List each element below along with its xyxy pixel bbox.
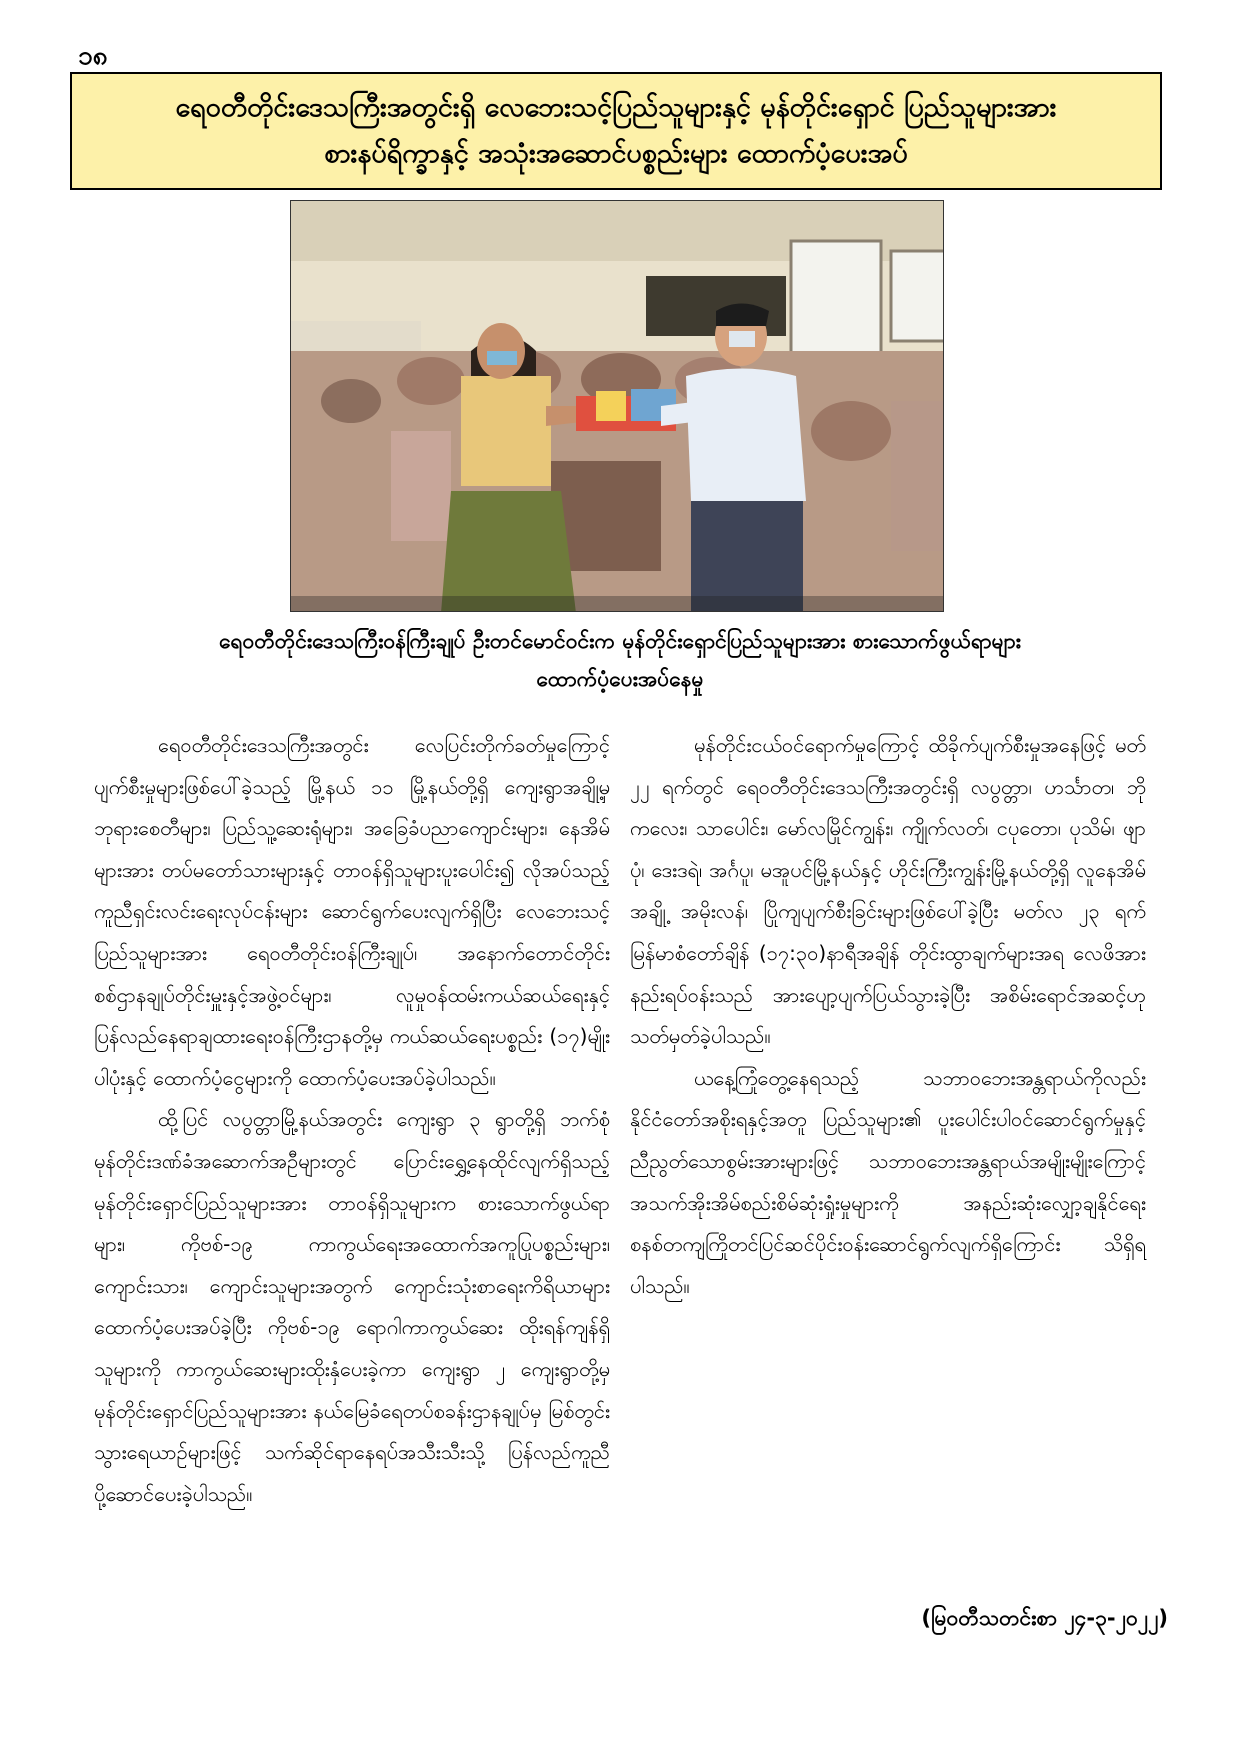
headline-box: [70, 72, 1162, 190]
photo-caption: [70, 622, 1170, 698]
page-number: ၁၈: [78, 41, 108, 71]
caption-line-1: ရေဝတီတိုင်းဒေသကြီးဝန်ကြီးချုပ် ဦးတင်မောင်ဝင်းက မုန်တိုင်းရှောင်ပြည်သူများအား စားသောက်ဖွယ်ရာများ: [219, 629, 1021, 653]
headline-line-2: စားနပ်ရိက္ခာနှင့် အသုံးအဆောင်ပစ္စည်းများ ထောက်ပံ့ပေးအပ်: [324, 138, 908, 169]
article-left-column: [94, 725, 610, 1515]
article-paragraph: ရေဝတီတိုင်းဒေသကြီးအတွင်း လေပြင်းတိုက်ခတ်မှုကြောင့် ပျက်စီးမှုများဖြစ်ပေါ်ခဲ့သည့် မြို့နယ် ၁၁ မြို့နယ်တို့ရှိ ကျေးရွာအချို့မှ ဘုရားစေတီများ၊ ပြည်သူ့ဆေးရုံများ၊ အခြေခံပညာကျောင်းများ၊ နေအိမ်များအား တပ်မတော်သားများနှင့် တာဝန်ရှိသူများပူးပေါင်း၍ လိုအပ်သည့် ကူညီရှင်းလင်းရေးလုပ်ငန်းများ ဆောင်ရွက်ပေးလျက်ရှိပြီး လေဘေးသင့်ပြည်သူများအား ရေဝတီတိုင်းဝန်ကြီးချုပ်၊ အနောက်တောင်တိုင်းစစ်ဌာနချုပ်တိုင်းမှူးနှင့်အဖွဲ့ဝင်များ၊ လူမှုဝန်ထမ်းကယ်ဆယ်ရေးနှင့်ပြန်လည်နေရာချထားရေးဝန်ကြီးဌာနတို့မှ ကယ်ဆယ်ရေးပစ္စည်း (၁၇)မျိုးပါပုံးနှင့် ထောက်ပံ့ငွေများကို ထောက်ပံ့ပေးအပ်ခဲ့ပါသည်။: [94, 733, 610, 1090]
article-paragraph: မုန်တိုင်းငယ်ဝင်ရောက်မှုကြောင့် ထိခိုက်ပျက်စီးမှုအနေဖြင့် မတ် ၂၂ ရက်တွင် ရေဝတီတိုင်းဒေသကြီးအတွင်းရှိ လပွတ္တာ၊ ဟင်္သာတ၊ ဘိုကလေး၊ သာပေါင်း၊ မော်လမြိုင်ကျွန်း၊ ကျိုက်လတ်၊ ငပုတော၊ ပုသိမ်၊ ဖျာပုံ၊ ဒေးဒရဲ၊ အင်္ဂပူ၊ မအူပင်မြို့နယ်နှင့် ဟိုင်းကြီးကျွန်းမြို့နယ်တို့ရှိ လူနေအိမ်အချို့ အမိုးလန်၊ ပြိုကျပျက်စီးခြင်းများဖြစ်ပေါ်ခဲ့ပြီး မတ်လ ၂၃ ရက် မြန်မာစံတော်ချိန် (၁၇:၃၀)နာရီအချိန် တိုင်းထွာချက်များအရ လေဖိအားနည်းရပ်ဝန်းသည် အားပျော့ပျက်ပြယ်သွားခဲ့ပြီး အစိမ်းရောင်အဆင့်ဟု သတ်မှတ်ခဲ့ပါသည်။: [630, 733, 1146, 1049]
article-paragraph: ထို့ပြင် လပွတ္တာမြို့နယ်အတွင်း ကျေးရွာ ၃ ရွာတို့ရှိ ဘက်စုံမုန်တိုင်းဒဏ်ခံအဆောက်အဦများတွင် ပြောင်းရွှေ့နေထိုင်လျက်ရှိသည့် မုန်တိုင်းရှောင်ပြည်သူများအား တာဝန်ရှိသူများက စားသောက်ဖွယ်ရာများ၊ ကိုဗစ်-၁၉ ကာကွယ်ရေးအထောက်အကူပြုပစ္စည်းများ၊ ကျောင်းသား၊ ကျောင်းသူများအတွက် ကျောင်းသုံးစာရေးကိရိယာများ ထောက်ပံ့ပေးအပ်ခဲ့ပြီး ကိုဗစ်-၁၉ ရောဂါကာကွယ်ဆေး ထိုးရန်ကျန်ရှိသူများကို ကာကွယ်ဆေးများထိုးနှံပေးခဲ့ကာ ကျေးရွာ ၂ ကျေးရွာတို့မှ မုန်တိုင်းရှောင်ပြည်သူများအား နယ်မြေခံရေတပ်စခန်းဌာနချုပ်မှ မြစ်တွင်းသွားရေယာဉ်များဖြင့် သက်ဆိုင်ရာနေရပ်အသီးသီးသို့ ပြန်လည်ကူညီပို့ဆောင်ပေးခဲ့ပါသည်။: [94, 1107, 610, 1506]
donation-photo-icon: [291, 201, 944, 612]
headline-line-1: ရေဝတီတိုင်းဒေသကြီးအတွင်းရှိ လေဘေးသင့်ပြည်သူများနှင့် မုန်တိုင်းရှောင် ပြည်သူများအား: [175, 92, 1057, 123]
caption-line-2: ထောက်ပံ့ပေးအပ်နေမှု: [536, 667, 704, 691]
article-right-column: [630, 725, 1146, 1307]
article-paragraph: ယနေ့ကြုံတွေ့နေရသည့် သဘာဝဘေးအန္တရာယ်ကိုလည်း နိုင်ငံတော်အစိုးရနှင့်အတူ ပြည်သူများ၏ ပူးပေါင်းပါဝင်ဆောင်ရွက်မှုနှင့် ညီညွတ်သောစွမ်းအားများဖြင့် သဘာဝဘေးအန္တရာယ်အမျိုးမျိုးကြောင့် အသက်အိုးအိမ်စည်းစိမ်ဆုံးရှုံးမှုများကို အနည်းဆုံးလျှော့ချနိုင်ရေး စနစ်တကျကြိုတင်ပြင်ဆင်ပိုင်းဝန်းဆောင်ရွက်လျက်ရှိကြောင်း သိရှိရပါသည်။: [630, 1065, 1146, 1298]
donation-photo: [290, 200, 944, 612]
source-credit: (မြဝတီသတင်းစာ ၂၄-၃-၂၀၂၂): [921, 1606, 1168, 1630]
